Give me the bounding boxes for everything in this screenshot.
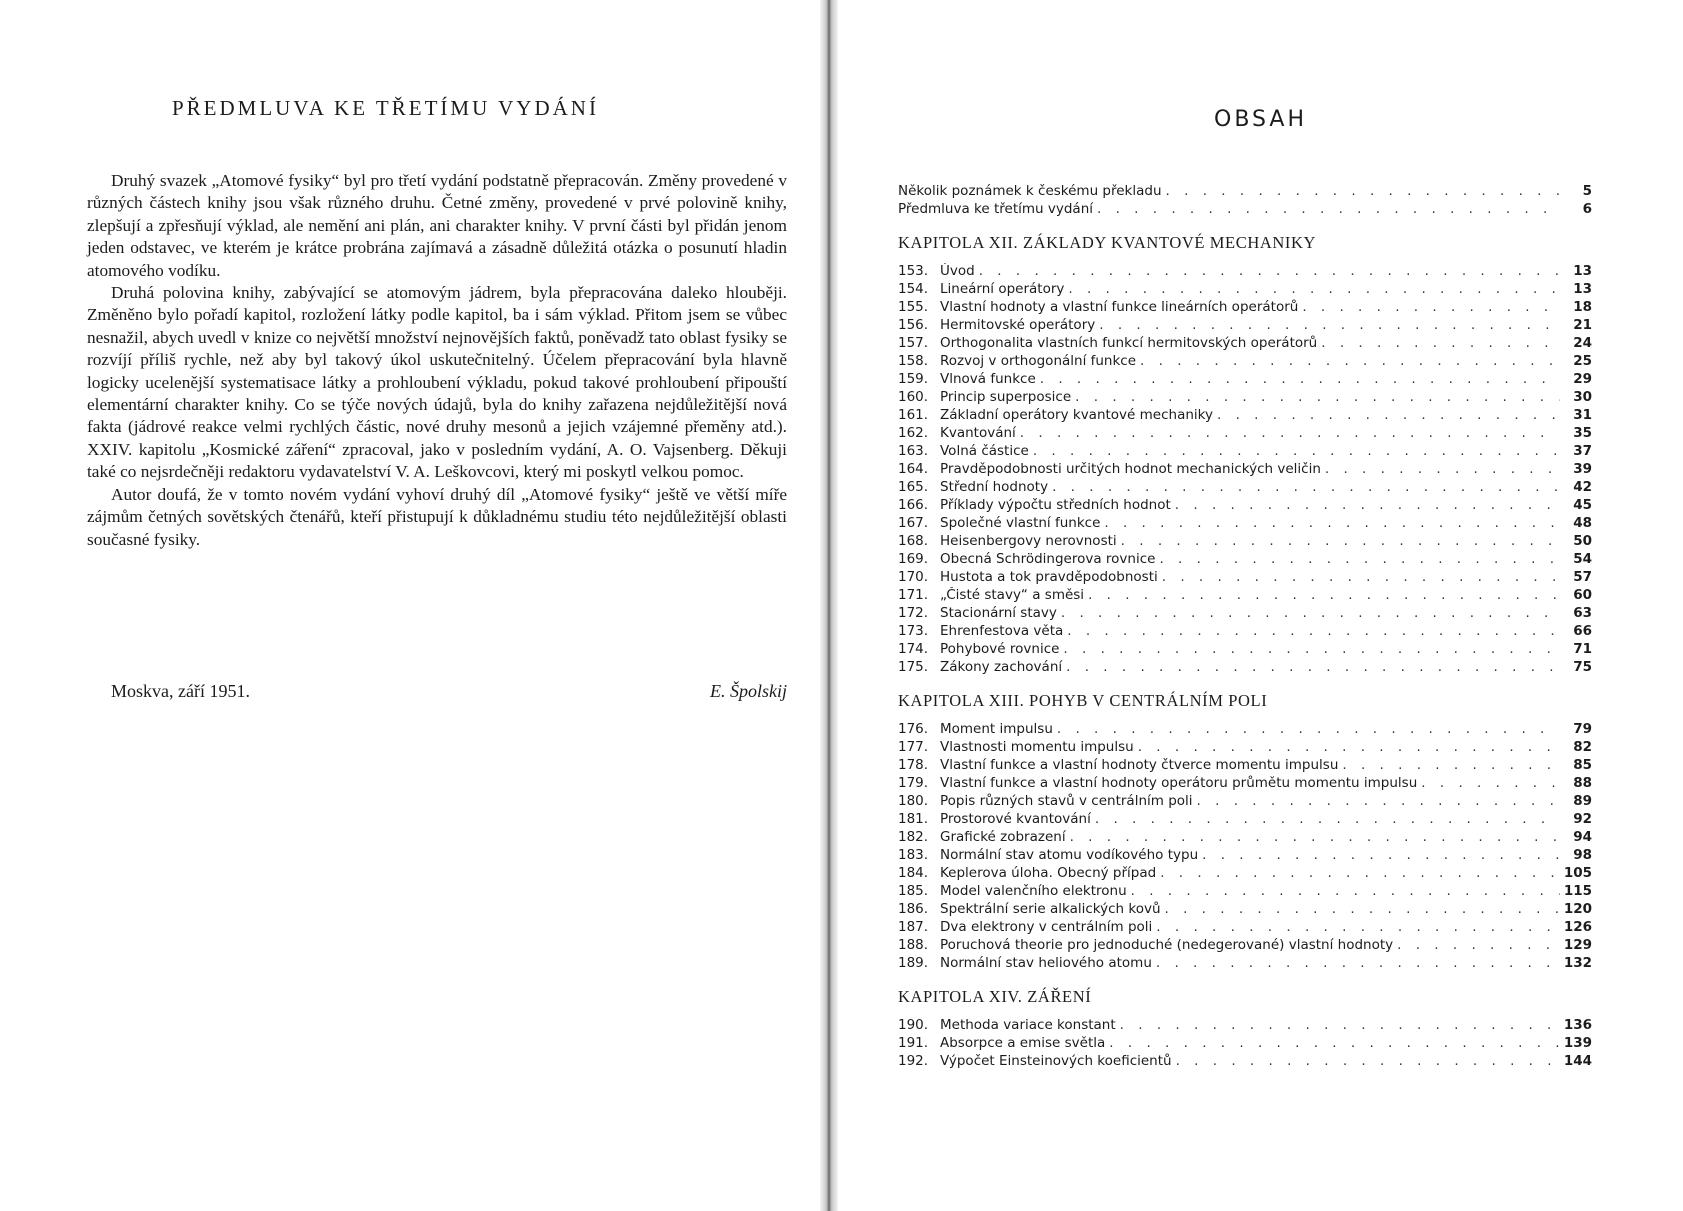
preface-paragraph: Druhý svazek „Atomové fysiky“ byl pro třetí vydání podstatně přepracován. Změny provedené v různých částech knihy jsou však různého druhu. Četné změny, provedené v prvé polovině knihy, zlepšují a zpřesňují výklad, ale nemění ani plán, ani charakter knihy. V první části byl přidán jenom jeden odstavec, ve kterém je krátce probrána zajímavá a zásadně důležitá otázka o posunutí hladin atomového vodíku. <box>87 171 787 280</box>
toc-leader-dots <box>1160 865 1560 881</box>
toc-page-number: 66 <box>1573 623 1592 639</box>
toc-entry-title: Moment impulsu <box>940 721 1053 737</box>
toc-entry-number: 166. <box>898 497 929 513</box>
toc-entry-number: 176. <box>898 721 929 737</box>
toc-page-number: 37 <box>1573 443 1592 459</box>
toc-page-number: 71 <box>1573 641 1592 657</box>
toc-page-number: 18 <box>1573 299 1592 315</box>
toc-page-number: 54 <box>1573 551 1592 567</box>
toc-entry-title: Model valenčního elektronu <box>940 883 1127 899</box>
preface-signature <box>111 681 787 702</box>
toc-entry-title: Stacionární stavy <box>940 605 1057 621</box>
toc-entry-number: 192. <box>898 1053 929 1069</box>
toc-page-number: 57 <box>1573 569 1592 585</box>
toc-entry <box>898 901 1592 919</box>
toc-page-number: 94 <box>1573 829 1592 845</box>
toc-entry-title: Heisenbergovy nerovnosti <box>940 533 1117 549</box>
toc-title: OBSAH <box>1214 107 1307 132</box>
toc-leader-dots <box>1052 479 1560 495</box>
toc-entry <box>898 497 1592 515</box>
toc-entry-number: 178. <box>898 757 929 773</box>
toc-leader-dots <box>1095 811 1560 827</box>
toc-entry-number: 171. <box>898 587 929 603</box>
toc-page-number: 6 <box>1582 201 1592 217</box>
toc-entry-number: 182. <box>898 829 929 845</box>
toc-entry-title: Zákony zachování <box>940 659 1063 675</box>
toc-page-number: 13 <box>1573 281 1592 297</box>
toc-entry-title: Keplerova úloha. Obecný případ <box>940 865 1157 881</box>
toc-page-number: 79 <box>1573 721 1592 737</box>
toc-leader-dots <box>1321 335 1560 351</box>
toc-entry-title: Popis různých stavů v centrálním poli <box>940 793 1193 809</box>
toc-page-number: 132 <box>1563 955 1592 971</box>
chapter-heading: KAPITOLA XIV. ZÁŘENÍ <box>898 987 1092 1006</box>
toc-entry-title: Vlastnosti momentu impulsu <box>940 739 1134 755</box>
preface-paragraph: Autor doufá, že v tomto novém vydání vyhoví druhý díl „Atomové fysiky“ ještě ve větší míře zájmům četných sovětských čtenářů, kteří přistupují k důkladnému studiu této nejdůležitější oblasti současné fysiky. <box>87 484 787 549</box>
toc-entry-title: Absorpce a emise světla <box>940 1035 1106 1051</box>
toc-leader-dots <box>1097 201 1560 217</box>
toc-entry-title: Ehrenfestova věta <box>940 623 1064 639</box>
toc-leader-dots <box>1131 883 1560 899</box>
toc-entry-number: 163. <box>898 443 929 459</box>
toc-leader-dots <box>1140 353 1560 369</box>
toc-entry-number: 169. <box>898 551 929 567</box>
toc-leader-dots <box>1325 461 1560 477</box>
toc-entry-title: Úvod <box>940 263 975 279</box>
preface-body <box>87 170 787 551</box>
toc-leader-dots <box>1159 551 1560 567</box>
toc-entry <box>898 659 1592 677</box>
toc-leader-dots <box>1088 587 1560 603</box>
toc-entry-title: Hustota a tok pravděpodobnosti <box>940 569 1158 585</box>
toc-leader-dots <box>1162 569 1560 585</box>
toc-page-number: 60 <box>1573 587 1592 603</box>
toc-entry <box>898 299 1592 317</box>
toc-leader-dots <box>1057 721 1560 737</box>
toc-entry-number: 168. <box>898 533 929 549</box>
toc-entry <box>898 371 1592 389</box>
toc-entry-number: 161. <box>898 407 929 423</box>
toc-leader-dots <box>1061 605 1560 621</box>
toc-entry <box>898 1035 1592 1053</box>
toc-entry <box>898 461 1592 479</box>
toc-leader-dots <box>1175 497 1560 513</box>
toc-entry-number: 180. <box>898 793 929 809</box>
toc-page-number: 89 <box>1573 793 1592 809</box>
toc-entry-title: Princip superposice <box>940 389 1072 405</box>
toc-entry-title: Pohybové rovnice <box>940 641 1060 657</box>
toc-entry-number: 170. <box>898 569 929 585</box>
toc-entry <box>898 955 1592 973</box>
toc-entry-number: 175. <box>898 659 929 675</box>
toc-entry-title: Několik poznámek k českému překladu <box>898 183 1162 199</box>
toc-entry <box>898 443 1592 461</box>
toc-leader-dots <box>1166 183 1560 199</box>
toc-page-number: 25 <box>1573 353 1592 369</box>
toc-entry-title: „Čisté stavy“ a směsi <box>940 587 1085 603</box>
toc-entry-number: 157. <box>898 335 929 351</box>
toc-entry-title: Rozvoj v orthogonální funkce <box>940 353 1137 369</box>
toc-leader-dots <box>1104 515 1560 531</box>
table-of-contents <box>898 183 1592 1071</box>
toc-page-number: 129 <box>1563 937 1592 953</box>
toc-page-number: 126 <box>1563 919 1592 935</box>
toc-entry <box>898 1017 1592 1035</box>
toc-entry <box>898 721 1592 739</box>
toc-leader-dots <box>1070 829 1560 845</box>
toc-entry-title: Vlastní hodnoty a vlastní funkce lineárních operátorů <box>940 299 1299 315</box>
toc-page-number: 31 <box>1573 407 1592 423</box>
toc-entry-number: 158. <box>898 353 929 369</box>
toc-entry-title: Normální stav heliového atomu <box>940 955 1152 971</box>
toc-leader-dots <box>1342 757 1560 773</box>
toc-entry <box>898 865 1592 883</box>
toc-entry-number: 160. <box>898 389 929 405</box>
toc-entry <box>898 883 1592 901</box>
toc-entry-title: Orthogonalita vlastních funkcí hermitovských operátorů <box>940 335 1318 351</box>
toc-entry-number: 190. <box>898 1017 929 1033</box>
toc-leader-dots <box>1202 847 1560 863</box>
toc-entry-title: Hermitovské operátory <box>940 317 1096 333</box>
toc-page-number: 30 <box>1573 389 1592 405</box>
toc-page-number: 45 <box>1573 497 1592 513</box>
toc-page-number: 92 <box>1573 811 1592 827</box>
toc-leader-dots <box>1156 955 1560 971</box>
toc-entry-title: Střední hodnoty <box>940 479 1049 495</box>
toc-entry-number: 181. <box>898 811 929 827</box>
toc-entry-number: 189. <box>898 955 929 971</box>
toc-entry-title: Volná částice <box>940 443 1029 459</box>
toc-entry-title: Předmluva ke třetímu vydání <box>898 201 1093 217</box>
toc-entry-number: 187. <box>898 919 929 935</box>
toc-entry <box>898 587 1592 605</box>
toc-leader-dots <box>1040 371 1560 387</box>
toc-leader-dots <box>1120 1017 1560 1033</box>
toc-entry-number: 188. <box>898 937 929 953</box>
toc-entry-number: 162. <box>898 425 929 441</box>
toc-entry <box>898 551 1592 569</box>
toc-entry-title: Lineární operátory <box>940 281 1065 297</box>
toc-entry-number: 173. <box>898 623 929 639</box>
toc-leader-dots <box>979 263 1560 279</box>
toc-entry-title: Vlastní funkce a vlastní hodnoty čtverce momentu impulsu <box>940 757 1339 773</box>
toc-page-number: 85 <box>1573 757 1592 773</box>
toc-entry-number: 156. <box>898 317 929 333</box>
toc-leader-dots <box>1099 317 1560 333</box>
toc-entry-title: Poruchová theorie pro jednoduché (nedegerované) vlastní hodnoty <box>940 937 1394 953</box>
toc-entry <box>898 201 1592 219</box>
toc-entry <box>898 919 1592 937</box>
toc-entry <box>898 775 1592 793</box>
preface-paragraph: Druhá polovina knihy, zabývající se atomovým jádrem, byla přepracována daleko hlouběji. Změněno bylo pořadí kapitol, rozložení látky podle kapitol, ba i sám výklad. Přitom jsem se vůbec nesnažil, abych uvedl v knize co největší množství nejnovějších faktů, poněvadž tato oblast fysiky se rozvíjí příliš rychle, než aby byl takový úkol uskutečnitelný. Účelem přepracování byla hlavně logicky ucelenější systematisace látky a prohloubení výkladu, pokud takové prohloubení připouští elementární charakter knihy. Co se týče nových údajů, byla do knihy zařazena nejdůležitější nová fakta (jádrové reakce velmi rychlých částic, nové druhy mesonů a jejich vzájemné přeměny atd.). XXIV. kapitolu „Kosmické záření“ zpracoval, jako v posledním vydání, A. O. Vajsenberg. Děkuji také co nejsrdečněji redaktoru vydavatelství V. A. Leškovcovi, který mi poskytl velkou pomoc. <box>87 283 787 482</box>
toc-entry-title: Vlnová funkce <box>940 371 1036 387</box>
toc-page-number: 136 <box>1563 1017 1592 1033</box>
toc-leader-dots <box>1067 623 1560 639</box>
toc-entry <box>898 425 1592 443</box>
toc-entry <box>898 515 1592 533</box>
toc-page-number: 139 <box>1563 1035 1592 1051</box>
toc-leader-dots <box>1397 937 1560 953</box>
toc-leader-dots <box>1217 407 1560 423</box>
toc-entry-title: Kvantování <box>940 425 1016 441</box>
toc-entry-number: 185. <box>898 883 929 899</box>
toc-entry-number: 159. <box>898 371 929 387</box>
preface-title: PŘEDMLUVA KE TŘETÍMU VYDÁNÍ <box>172 96 599 120</box>
toc-page-number: 75 <box>1573 659 1592 675</box>
toc-entry <box>898 183 1592 201</box>
toc-page-number: 105 <box>1563 865 1592 881</box>
toc-leader-dots <box>1075 389 1560 405</box>
toc-entry-title: Základní operátory kvantové mechaniky <box>940 407 1213 423</box>
toc-entry-number: 174. <box>898 641 929 657</box>
toc-page-number: 144 <box>1563 1053 1592 1069</box>
toc-page-number: 35 <box>1573 425 1592 441</box>
toc-entry <box>898 623 1592 641</box>
toc-page-number: 63 <box>1573 605 1592 621</box>
toc-leader-dots <box>1066 659 1560 675</box>
toc-entry <box>898 739 1592 757</box>
toc-entry-title: Methoda variace konstant <box>940 1017 1116 1033</box>
toc-page-number: 21 <box>1573 317 1592 333</box>
toc-page-number: 115 <box>1563 883 1592 899</box>
toc-leader-dots <box>1156 919 1560 935</box>
toc-leader-dots <box>1197 793 1560 809</box>
toc-entry <box>898 533 1592 551</box>
toc-entry <box>898 1053 1592 1071</box>
left-page <box>0 0 820 1211</box>
toc-leader-dots <box>1176 1053 1560 1069</box>
toc-page-number: 120 <box>1563 901 1592 917</box>
toc-page-number: 5 <box>1582 183 1592 199</box>
toc-page-number: 88 <box>1573 775 1592 791</box>
toc-entry <box>898 407 1592 425</box>
toc-entry-number: 165. <box>898 479 929 495</box>
toc-entry <box>898 605 1592 623</box>
toc-entry-title: Příklady výpočtu středních hodnot <box>940 497 1171 513</box>
toc-leader-dots <box>1068 281 1560 297</box>
toc-entry-title: Společné vlastní funkce <box>940 515 1101 531</box>
toc-entry-title: Pravděpodobnosti určitých hodnot mechanických veličin <box>940 461 1321 477</box>
toc-entry-title: Grafické zobrazení <box>940 829 1066 845</box>
toc-entry <box>898 263 1592 281</box>
toc-entry <box>898 793 1592 811</box>
toc-entry <box>898 479 1592 497</box>
toc-entry-number: 177. <box>898 739 929 755</box>
toc-entry-title: Vlastní funkce a vlastní hodnoty operátoru průmětu momentu impulsu <box>940 775 1418 791</box>
toc-entry <box>898 317 1592 335</box>
toc-entry <box>898 641 1592 659</box>
toc-entry <box>898 389 1592 407</box>
toc-leader-dots <box>1302 299 1560 315</box>
toc-entry <box>898 335 1592 353</box>
toc-page-number: 48 <box>1573 515 1592 531</box>
toc-entry-title: Normální stav atomu vodíkového typu <box>940 847 1199 863</box>
toc-page-number: 39 <box>1573 461 1592 477</box>
toc-page-number: 24 <box>1573 335 1592 351</box>
place-date: Moskva, září 1951. <box>111 681 250 701</box>
toc-entry-number: 179. <box>898 775 929 791</box>
right-page <box>838 0 1683 1211</box>
toc-page-number: 82 <box>1573 739 1592 755</box>
toc-leader-dots <box>1020 425 1560 441</box>
author-name: E. Špolskij <box>710 681 787 701</box>
toc-entry <box>898 847 1592 865</box>
toc-entry-number: 186. <box>898 901 929 917</box>
toc-leader-dots <box>1121 533 1560 549</box>
chapter-heading: KAPITOLA XII. ZÁKLADY KVANTOVÉ MECHANIKY <box>898 233 1316 252</box>
book-gutter <box>820 0 838 1211</box>
toc-entry <box>898 937 1592 955</box>
toc-entry-title: Dva elektrony v centrálním poli <box>940 919 1153 935</box>
toc-entry-title: Výpočet Einsteinových koeficientů <box>940 1053 1172 1069</box>
toc-entry-number: 184. <box>898 865 929 881</box>
toc-entry <box>898 811 1592 829</box>
chapter-heading: KAPITOLA XIII. POHYB V CENTRÁLNÍM POLI <box>898 691 1268 710</box>
toc-entry <box>898 569 1592 587</box>
toc-entry <box>898 353 1592 371</box>
toc-leader-dots <box>1109 1035 1560 1051</box>
toc-entry-number: 154. <box>898 281 929 297</box>
toc-page-number: 42 <box>1573 479 1592 495</box>
toc-entry-number: 155. <box>898 299 929 315</box>
toc-entry-number: 153. <box>898 263 929 279</box>
toc-page-number: 13 <box>1573 263 1592 279</box>
toc-entry-title: Obecná Schrödingerova rovnice <box>940 551 1156 567</box>
toc-entry-number: 191. <box>898 1035 929 1051</box>
toc-entry-number: 164. <box>898 461 929 477</box>
toc-entry-number: 183. <box>898 847 929 863</box>
toc-entry-title: Spektrální serie alkalických kovů <box>940 901 1161 917</box>
toc-page-number: 50 <box>1573 533 1592 549</box>
toc-leader-dots <box>1033 443 1560 459</box>
toc-entry-number: 172. <box>898 605 929 621</box>
toc-entry <box>898 757 1592 775</box>
toc-entry-number: 167. <box>898 515 929 531</box>
toc-entry <box>898 829 1592 847</box>
toc-leader-dots <box>1421 775 1560 791</box>
toc-leader-dots <box>1063 641 1560 657</box>
toc-leader-dots <box>1138 739 1560 755</box>
toc-entry-title: Prostorové kvantování <box>940 811 1091 827</box>
toc-page-number: 29 <box>1573 371 1592 387</box>
toc-entry <box>898 281 1592 299</box>
toc-leader-dots <box>1165 901 1560 917</box>
toc-page-number: 98 <box>1573 847 1592 863</box>
